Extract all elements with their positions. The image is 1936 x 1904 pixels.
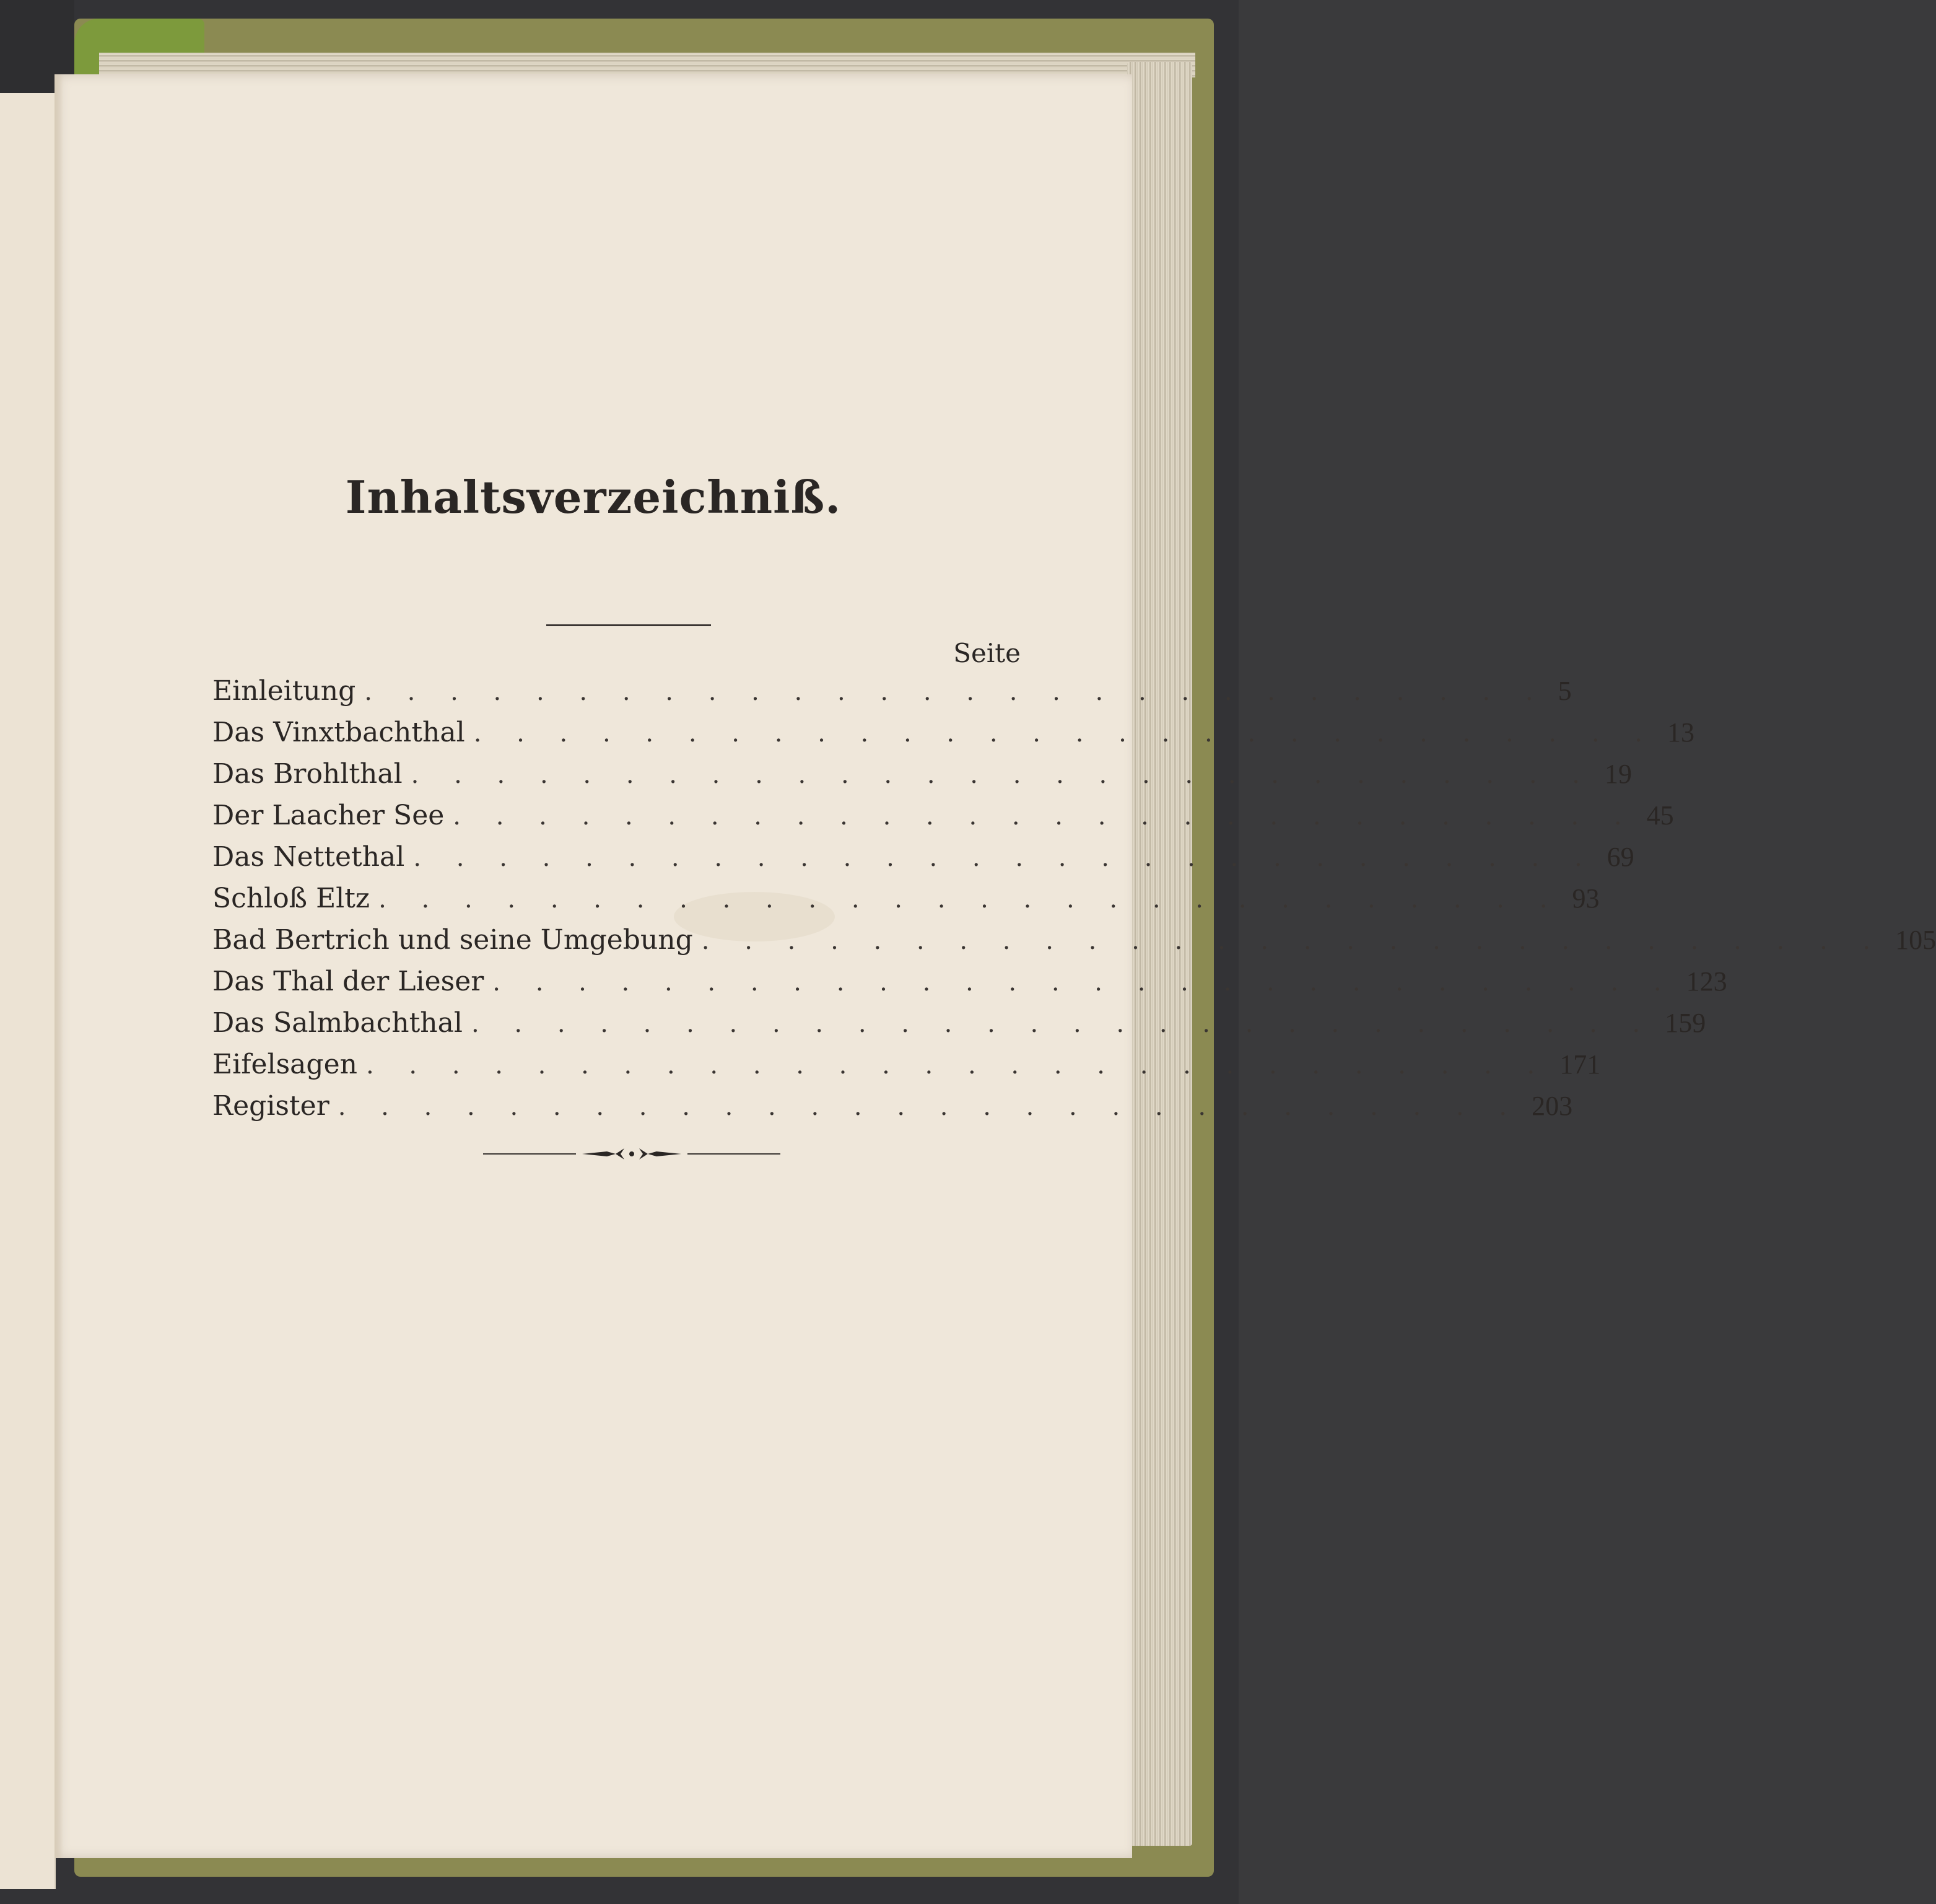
toc-entry-title: Eifelsagen	[212, 1049, 357, 1080]
toc-entry-page-number: 171	[1559, 1049, 1601, 1080]
toc-entry-page-number: 123	[1686, 966, 1727, 997]
page-block-top-edge	[99, 53, 1195, 77]
toc-dot-leader: . . . . . . . . . . . . . . . . . . . . . . . . . . . .	[411, 761, 1594, 789]
toc-entry-title: Das Vinxtbachthal	[212, 717, 465, 748]
toc-entry	[212, 800, 1674, 841]
toc-entry	[212, 841, 1634, 883]
toc-entry	[212, 1090, 1573, 1132]
toc-dot-leader: . . . . . . . . . . . . . . . . . . . . . . . . . . . .	[701, 927, 1885, 955]
toc-dot-leader: . . . . . . . . . . . . . . . . . . . . . . . . . . . .	[413, 844, 1596, 872]
toc-entry-page-number: 45	[1646, 800, 1674, 831]
toc-entry	[212, 924, 1936, 966]
toc-entry	[212, 717, 1695, 758]
toc-entry	[212, 1049, 1601, 1090]
toc-dot-leader: . . . . . . . . . . . . . . . . . . . . . . . . . . . .	[492, 968, 1675, 997]
toc-entry-title: Bad Bertrich und seine Umgebung	[212, 924, 693, 956]
toc-entry-title: Das Nettethal	[212, 841, 405, 873]
toc-entry-title: Das Brohlthal	[212, 758, 403, 790]
toc-dot-leader: . . . . . . . . . . . . . . . . . . . . . . . . . . . .	[471, 1010, 1654, 1038]
toc-entry-title: Der Laacher See	[212, 800, 445, 831]
toc-entry	[212, 883, 1600, 924]
toc-entry-page-number: 93	[1572, 883, 1600, 914]
toc-dot-leader: . . . . . . . . . . . . . . . . . . . . . . . . . . . .	[365, 1051, 1549, 1080]
toc-entry	[212, 758, 1632, 800]
toc-dot-leader: . . . . . . . . . . . . . . . . . . . . . . . . . . . .	[378, 885, 1561, 914]
toc-dot-leader: . . . . . . . . . . . . . . . . . . . . . . . . . . . .	[473, 719, 1657, 748]
toc-entry	[212, 675, 1572, 717]
toc-entry-title: Register	[212, 1090, 329, 1122]
toc-entry-title: Das Thal der Lieser	[212, 966, 484, 997]
toc-entry	[212, 966, 1727, 1007]
toc-entry-page-number: 105	[1895, 925, 1936, 955]
toc-entry-page-number: 19	[1605, 759, 1632, 789]
page-column-header: Seite	[953, 638, 1021, 668]
toc-entry-title: Einleitung	[212, 675, 356, 707]
toc-entry-page-number: 159	[1665, 1008, 1706, 1038]
facing-page	[0, 93, 56, 1889]
toc-entry-page-number: 69	[1607, 842, 1634, 872]
page-title: Inhaltsverzeichniß.	[345, 471, 842, 523]
toc-dot-leader: . . . . . . . . . . . . . . . . . . . . . . . . . . . .	[453, 802, 1636, 831]
toc-entry-page-number: 203	[1532, 1091, 1573, 1121]
toc-entry	[212, 1007, 1706, 1049]
book-page	[55, 74, 1936, 1858]
toc-entry-page-number: 13	[1667, 717, 1695, 748]
toc-entry-page-number: 5	[1558, 676, 1572, 706]
toc-entry-title: Schloß Eltz	[212, 883, 370, 914]
fleuron-ornament-icon	[483, 1145, 780, 1163]
toc-dot-leader: . . . . . . . . . . . . . . . . . . . . . . . . . . . .	[338, 1093, 1521, 1121]
page-gutter	[55, 74, 63, 1858]
title-rule	[546, 624, 711, 626]
table-of-contents	[212, 675, 1936, 1132]
toc-entry-title: Das Salmbachthal	[212, 1007, 463, 1039]
toc-dot-leader: . . . . . . . . . . . . . . . . . . . . . . . . . . . .	[364, 678, 1547, 706]
